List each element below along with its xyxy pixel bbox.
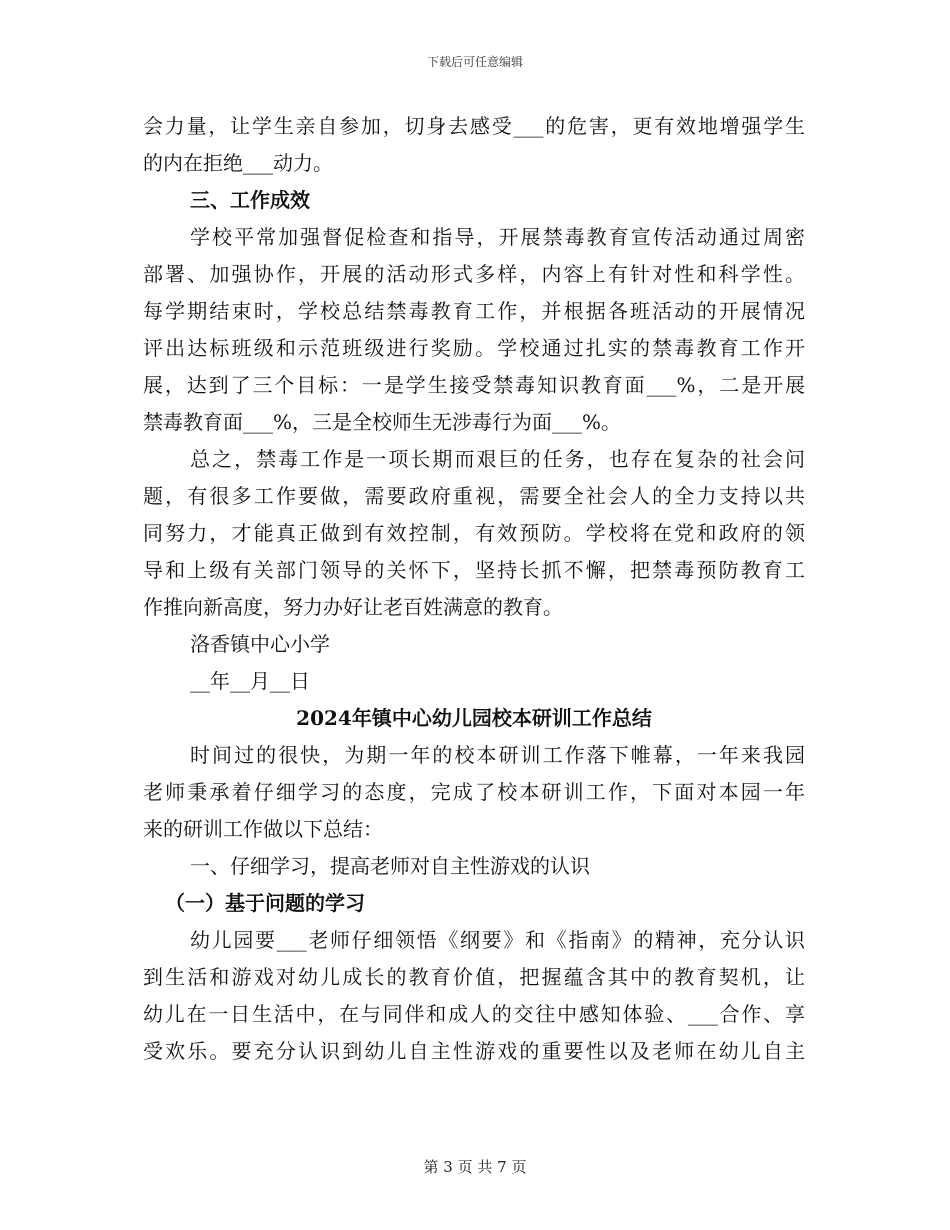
text-line: 导和上级有关部门领导的关怀下，坚持长抓不懈，把禁毒预防教育工 — [143, 558, 805, 582]
text-line: 老师秉承着仔细学习的态度，完成了校本研训工作，下面对本园一年 — [143, 780, 805, 804]
text-line: 部署、加强协作，开展的活动形式多样，内容上有针对性和科学性。 — [143, 262, 805, 286]
page-header-note: 下载后可任意编辑 — [426, 55, 523, 69]
text-line: 的内在拒绝___动力。 — [143, 151, 333, 175]
text-line: 受欢乐。要充分认识到幼儿自主性游戏的重要性以及老师在幼儿自主 — [143, 1039, 805, 1063]
article-title: 2024年镇中心幼儿园校本研训工作总结 — [296, 706, 652, 730]
intro-paragraph — [143, 737, 805, 848]
text-line: 时间过的很快，为期一年的校本研训工作落下帷幕，一年来我园 — [190, 743, 805, 767]
subsection-heading: （一）基于问题的学习 — [165, 891, 365, 915]
text-line: 评出达标班级和示范班级进行奖励。学校通过扎实的禁毒教育工作开 — [143, 336, 805, 360]
text-line: 题，有很多工作要做，需要政府重视，需要全社会人的全力支持以共 — [143, 484, 805, 508]
continued-paragraph — [143, 108, 805, 182]
text-line: 会力量，让学生亲自参加，切身去感受___的危害，更有效地增强学生 — [143, 114, 805, 138]
text-line: 总之，禁毒工作是一项长期而艰巨的任务，也存在复杂的社会问 — [190, 447, 805, 471]
conclusion-paragraph — [143, 441, 805, 626]
section-heading: 三、工作成效 — [190, 188, 310, 212]
signature-date: __年__月__日 — [190, 669, 310, 693]
signature-school: 洛香镇中心小学 — [190, 632, 330, 656]
text-line: 来的研训工作做以下总结： — [143, 817, 383, 841]
section-heading: 一、仔细学习，提高老师对自主性游戏的认识 — [190, 854, 590, 878]
text-line: 到生活和游戏对幼儿成长的教育价值，把握蕴含其中的教育契机，让 — [143, 965, 805, 989]
text-line: 展，达到了三个目标：一是学生接受禁毒知识教育面___%，二是开展 — [143, 373, 805, 397]
text-line: 幼儿园要___老师仔细领悟《纲要》和《指南》的精神，充分认识 — [190, 928, 805, 952]
text-line: 学校平常加强督促检查和指导，开展禁毒教育宣传活动通过周密 — [190, 225, 805, 249]
results-paragraph — [143, 219, 805, 441]
text-line: 同努力，才能真正做到有效控制，有效预防。学校将在党和政府的领 — [143, 521, 805, 545]
text-line: 幼儿在一日生活中，在与同伴和成人的交往中感知体验、___合作、享 — [143, 1002, 805, 1026]
document-body — [143, 108, 805, 1070]
subsection-paragraph — [143, 922, 805, 1070]
page-number-footer: 第 3 页 共 7 页 — [423, 1158, 527, 1176]
text-line: 每学期结束时，学校总结禁毒教育工作，并根据各班活动的开展情况 — [143, 299, 805, 323]
text-line: 作推向新高度，努力办好让老百姓满意的教育。 — [143, 595, 563, 619]
text-line: 禁毒教育面___%，三是全校师生无涉毒行为面___%。 — [143, 410, 622, 434]
